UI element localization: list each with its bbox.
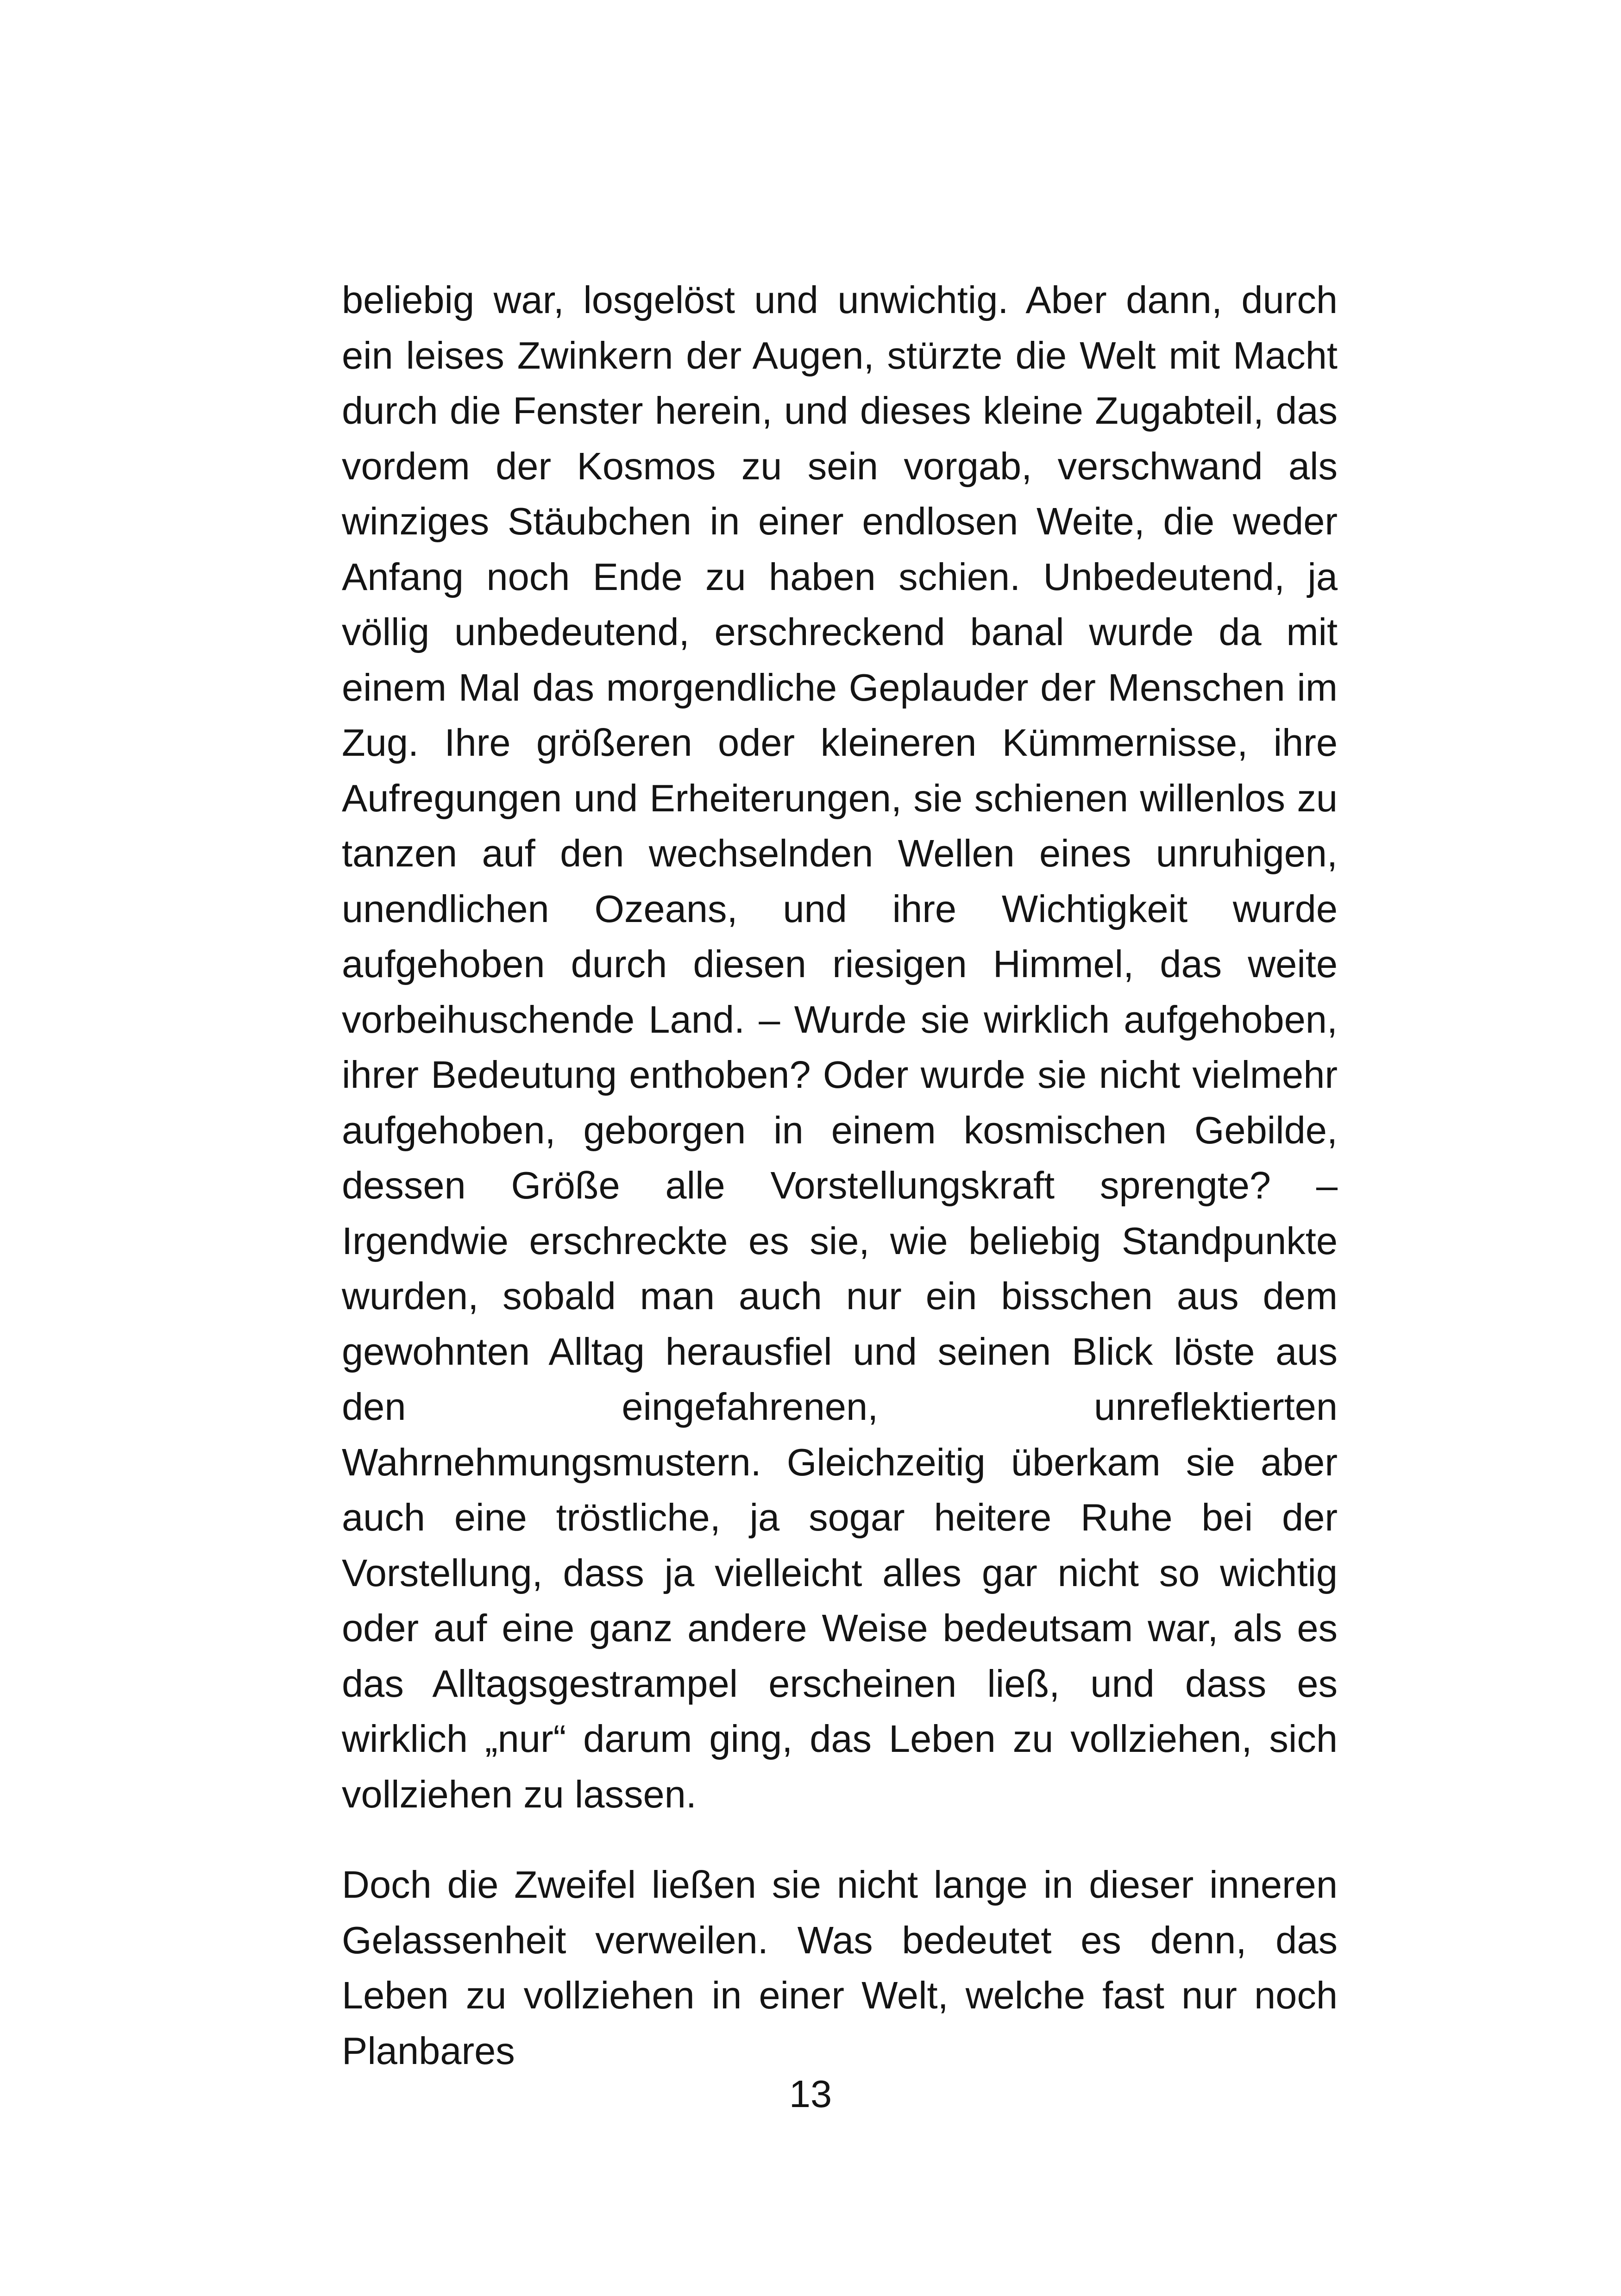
body-text xyxy=(342,272,1338,2078)
paragraph: beliebig war, losgelöst und unwichtig. Aber dann, durch ein leises Zwinkern der Augen, stürzte die Welt mit Macht durch die Fenster herein, und dieses kleine Zugabteil, das vordem der Kosmos zu sein vorgab, verschwand als winziges Stäubchen in einer endlosen Weite, die weder Anfang noch Ende zu haben schien. Unbedeutend, ja völlig unbedeutend, erschreckend banal wurde da mit einem Mal das morgendliche Geplauder der Menschen im Zug. Ihre größeren oder kleineren Kümmernisse, ihre Aufregungen und Erheiterungen, sie schienen willenlos zu tanzen auf den wechselnden Wellen eines unruhigen, unendlichen Ozeans, und ihre Wichtigkeit wurde aufgehoben durch diesen riesigen Himmel, das weite vorbeihuschende Land. – Wurde sie wirklich aufgehoben, ihrer Bedeutung enthoben? Oder wurde sie nicht vielmehr aufgehoben, geborgen in einem kosmischen Gebilde, dessen Größe alle Vorstellungskraft sprengte? – Irgendwie erschreckte es sie, wie beliebig Standpunkte wurden, sobald man auch nur ein bisschen aus dem gewohnten Alltag herausfiel und seinen Blick löste aus den eingefahrenen, unreflektierten Wahrnehmungsmustern. Gleichzeitig überkam sie aber auch eine tröstliche, ja sogar heitere Ruhe bei der Vorstellung, dass ja vielleicht alles gar nicht so wichtig oder auf eine ganz andere Weise bedeutsam war, als es das Alltagsgestrampel erscheinen ließ, und dass es wirklich „nur“ darum ging, das Leben zu vollziehen, sich vollziehen zu lassen. xyxy=(342,278,1338,1816)
paragraph: Doch die Zweifel ließen sie nicht lange in dieser inneren Gelassenheit verweilen. Was bedeutet es denn, das Leben zu vollziehen in einer Welt, welche fast nur noch Planbares xyxy=(342,1863,1338,2072)
page-number: 13 xyxy=(789,2072,832,2115)
